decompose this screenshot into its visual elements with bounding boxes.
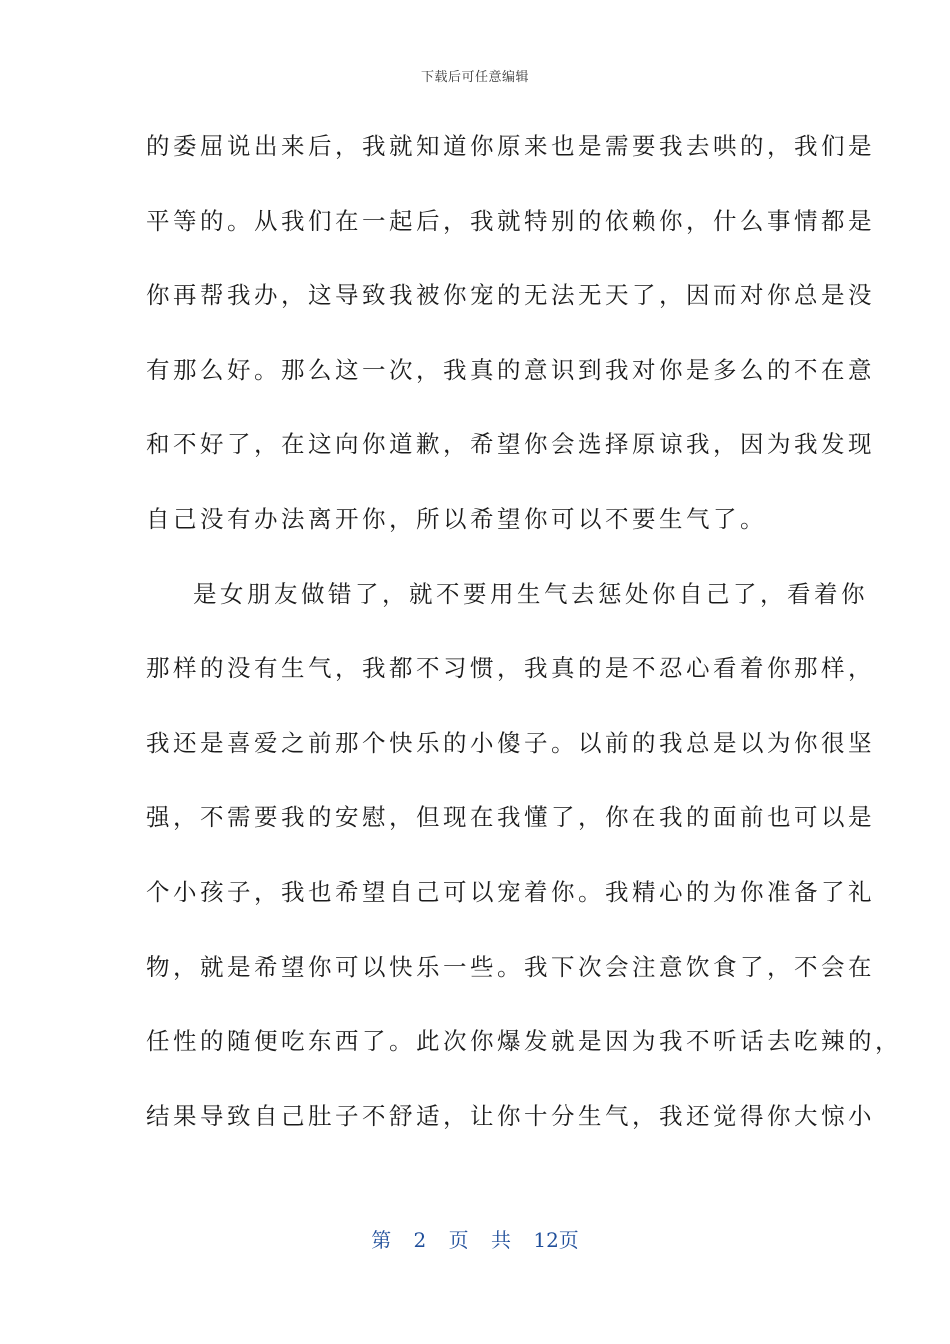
footer-total-pages: 12页 (533, 1228, 579, 1252)
text-line: 任性的随便吃东西了。此次你爆发就是因为我不听话去吃辣的， (146, 1027, 902, 1056)
text-line: 自己没有办法离开你，所以希望你可以不要生气了。 (146, 504, 767, 533)
text-line: 和不好了，在这向你道歉，希望你会选择原谅我，因为我发现 (146, 430, 875, 459)
text-line: 我还是喜爱之前那个快乐的小傻子。以前的我总是以为你很坚 (146, 728, 875, 757)
footer-prefix: 第 (371, 1228, 392, 1252)
text-line: 你再帮我办，这导致我被你宠的无法无天了，因而对你总是没 (146, 281, 875, 310)
footer-total-label: 共 (491, 1228, 511, 1252)
footer-page-word: 页 (448, 1228, 469, 1252)
text-line: 那样的没有生气，我都不习惯，我真的是不忍心看着你那样， (146, 654, 875, 683)
text-line: 物，就是希望你可以快乐一些。我下次会注意饮食了，不会在 (146, 952, 875, 981)
text-line: 结果导致自己肚子不舒适，让你十分生气，我还觉得你大惊小 (146, 1101, 875, 1130)
paragraph-first-line: 是女朋友做错了，就不要用生气去惩处你自己了，看着你 (193, 579, 868, 608)
text-line: 有那么好。那么这一次，我真的意识到我对你是多么的不在意 (146, 355, 875, 384)
text-line: 的委屈说出来后，我就知道你原来也是需要我去哄的，我们是 (146, 132, 875, 160)
text-line: 个小孩子，我也希望自己可以宠着你。我精心的为你准备了礼 (146, 877, 875, 906)
document-body (146, 116, 902, 1160)
text-line: 平等的。从我们在一起后，我就特别的依赖你，什么事情都是 (146, 206, 875, 235)
page-footer (0, 1224, 950, 1253)
text-line: 强，不需要我的安慰，但现在我懂了，你在我的面前也可以是 (146, 803, 875, 832)
footer-current-page: 2 (413, 1228, 427, 1252)
page-header: 下载后可任意编辑 (420, 70, 529, 85)
